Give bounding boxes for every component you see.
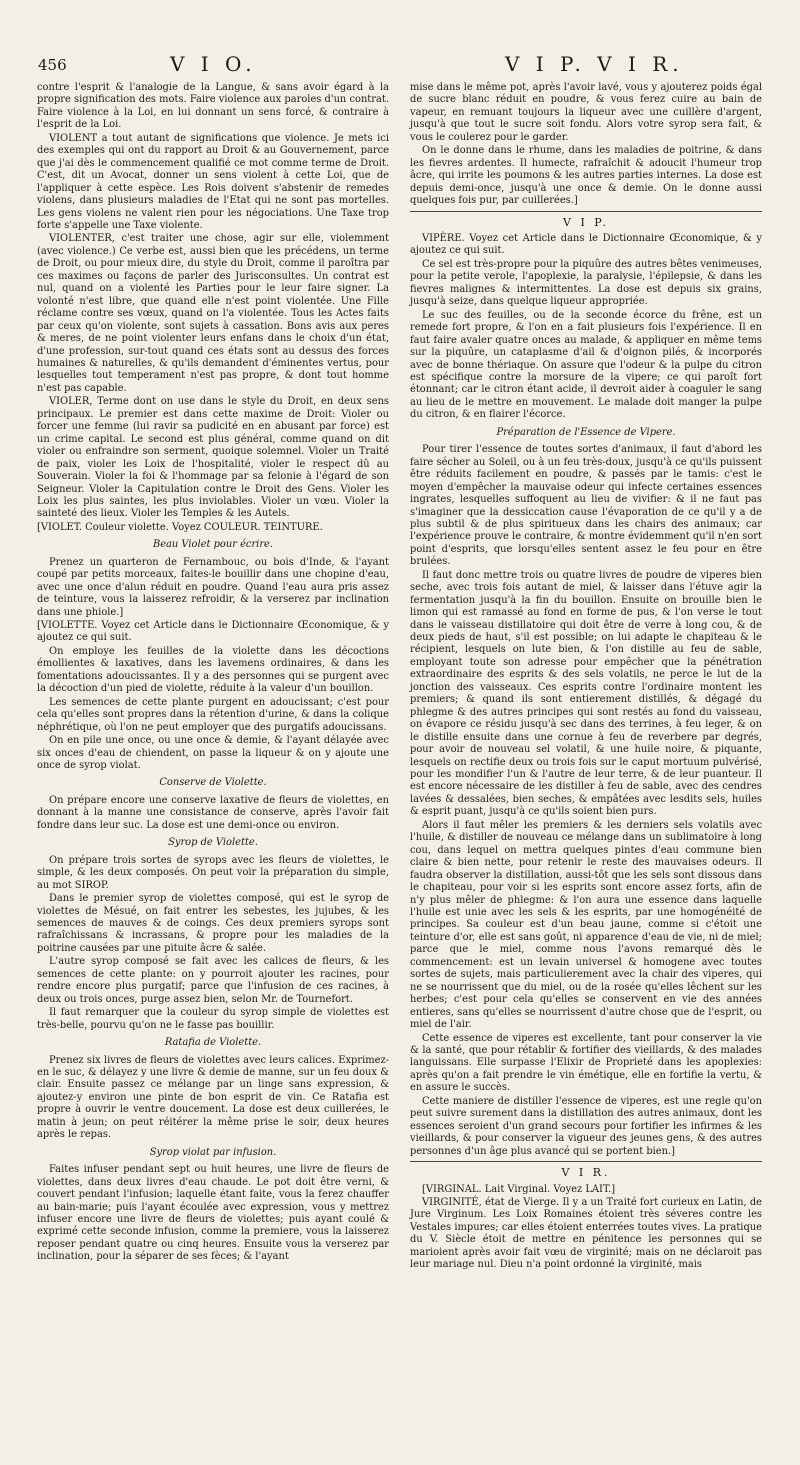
entry-heading: [VIOLETTE. Voyez cet Article dans le Dictionnaire Œconomique, & y ajoutez ce qui suit.	[37, 620, 389, 644]
paragraph: Cette essence de viperes est excellente, tant pour conserver la vie & la santé, que pour rétablir & fortifier des vieillards, & des malades languissans. Elle surpasse l'Elixir de Proprieté dans les apoplexies: après qu'on a fait prendre le vin émétique, elle en fortifie la vertu, & en assure le succès.	[410, 1032, 762, 1094]
paragraph: VIOLENT a tout autant de significations que violence. Je mets ici des exemples qui ont du rapport au Droit & au Gouvernement, parce que j'ai dès le commencement qualifié ce mot comme terme de Droit. C'est, dit un Avocat, donner un sens violent à cette Loi, que de l'appliquer à cette espèce. Les Rois doivent s'abstenir de remedes violens, dans plusieurs maladies de l'Etat qui ne sont pas mortelles. Les gens violens ne valent rien pour les négociations. Une Taxe trop forte s'appelle une Taxe violente.	[37, 132, 389, 231]
paragraph: On prépare trois sortes de syrops avec les fleurs de violettes, le simple, & les deux composés. On peut voir la préparation du simple, au mot SIROP.	[37, 854, 389, 891]
paragraph: Pour tirer l'essence de toutes sortes d'animaux, il faut d'abord les faire sécher au Soleil, ou à un feu très-doux, jusqu'à ce qu'ils puissent être réduits facilement en poudre, & passés par le tamis: c'est le moyen d'empêcher la mauvaise odeur qui infecte certaines essences ingrates, lesquelles suffoquent au lieu de vivifier: & il ne faut pas s'imaginer que la dessiccation cause l'évaporation de ce qu'il y a de plus subtil & de plus spiritueux dans les chairs des animaux; car l'expérience prouve le contraire, & montre évidemment qu'il n'en sort point d'esprits, que lorsqu'elles sentent assez le feu pour en être brulées.	[410, 444, 762, 568]
paragraph: L'autre syrop composé se fait avec les calices de fleurs, & les semences de cette plante: on y pourroit ajouter les racines, pour rendre encore plus purgatif; parce que l'infusion de ces racines, à deux ou trois onces, purge assez bien, selon Mr. de Tournefort.	[37, 956, 389, 1005]
paragraph: VIOLER, Terme dont on use dans le style du Droit, en deux sens principaux. Le premier est dans cette maxime de Droit: Violer ou forcer une femme (lui ravir sa pudicité en en abusant par force) est un crime capital. Le second est plus général, comme quand on dit violer ou enfraindre son serment, quoique solemnel. Violer un Traité de paix, violer les Loix de l'hospitalité, violer le respect dû au Souverain. Violer la foi & l'hommage par sa felonie à l'égard de son Seigneur. Violer la Capitulation contre le Droit des Gens. Violer les Loix les plus saintes, les plus inviolables. Violer un vœu. Violer la sainteté des lieux. Violer les Temples & les Autels.	[37, 396, 389, 520]
section-rule	[410, 211, 762, 212]
page-number: 456	[38, 56, 67, 74]
recipe-title: Préparation de l'Essence de Vipere.	[496, 426, 676, 438]
paragraph: Il faut donc mettre trois ou quatre livres de poudre de viperes bien seche, avec trois fois autant de miel, & laisser dans l'étuve agir la fermentation jusqu'à la fin du bouillon. Ensuite on brouille bien le limon qui est ramassé au fond en forme de pus, & l'on verse le tout dans le vaisseau distillatoire qui doit être de verre à long cou, & de deux pieds de haut, s'il est possible; on lui adapte le chapiteau & le récipient, lesquels on lute bien, & l'on distille au feu de sable, employant toute son adresse pour empêcher que la pénétration extraordinaire des esprits & des sels volatils, ne perce le lut de la jonction des vaisseaux. Ces esprits contre l'ordinaire montent les premiers; & quand ils sont entierement distillés, & dégagé du phlegme & des autres principes qui sont restés au fond du vaisseau, on évapore ce résidu jusqu'à sec dans des terrines, à feu leger, & on le distille ensuite dans une cornue à feu de reverbere par degrés, pour avoir de nouveau sel volatil, & une huile noire, & piquante, lesquels on rectifie deux ou trois fois sur le caput mortuum pulvérisé, pour les mondifier l'un & l'autre de leur terre, & de leur puanteur. Il est encore nécessaire de les distiller à feu de sable, avec des cendres lavées & dessalées, bien seches, & empâtées avec lesdits sels, huiles & esprit puant, jusqu'à ce qu'ils soient bien purs.	[410, 569, 762, 818]
paragraph: On en pile une once, ou une once & demie, & l'ayant délayée avec six onces d'eau de chiendent, on passe la liqueur & on y ajoute une once de syrop violat.	[37, 735, 389, 772]
paragraph: Cette maniere de distiller l'essence de viperes, est une regle qu'on peut suivre surement dans la distillation des autres animaux, dont les essences seroient d'un grand secours pour fortifier les infirmes & les vieillards, & pour conserver la vigueur des jeunes gens, & des autres personnes d'un âge plus avancé qui se portent bien.]	[410, 1095, 762, 1157]
section-rule	[410, 1161, 762, 1162]
paragraph: Prenez un quarteron de Fernambouc, ou bois d'Inde, & l'ayant coupé par petits morceaux, faites-le bouillir dans une chopine d'eau, avec une once d'alun réduit en poudre. Quand l'eau aura pris assez de teinture, vous la laisserez refroidir, & la verserez par inclination dans une phiole.]	[37, 556, 389, 618]
paragraph: VIOLENTER, c'est traiter une chose, agir sur elle, violemment (avec violence.) Ce verbe est, aussi bien que les précédens, un terme de Droit, ou pour mieux dire, du style du Droit, comme il paroîtra par ces maximes ou façons de parler des Jurisconsultes. Un contrat est nul, quand on a violenté les Parties pour le leur faire signer. La volonté n'est libre, que quand elle n'est point violentée. Une Fille réclame contre ses vœux, quand on l'a violentée. Tous les Actes faits par ceux qu'on violente, sont sujets à cassation. Bons avis aux peres & meres, de ne point violenter leurs enfans dans le choix d'un état, d'une profession, sur-tout quand ces états sont au dessus des forces humaines & naturelles, & qu'ils demandent d'éminentes vertus, pour lesquelles tout temperament n'est pas propre, & dont tout homme n'est pas capable.	[37, 233, 389, 394]
recipe-title: Conserve de Violette.	[159, 777, 267, 789]
running-head-right: V I P. V I R.	[505, 52, 684, 76]
paragraph: On prépare encore une conserve laxative de fleurs de violettes, en donnant à la manne une consistance de conserve, après l'avoir fait fondre dans leur suc. La dose est une demi-once ou environ.	[37, 794, 389, 831]
paragraph: Le suc des feuilles, ou de la seconde écorce du frêne, est un remede fort propre, & l'on en a fait plusieurs fois l'expérience. Il en faut faire avaler quatre onces au malade, & appliquer en même tems sur la piquûre, un cataplasme d'ail & d'oignon pilés, & incorporés avec de bonne thériaque. On assure que l'odeur & la pulpe du citron est spécifique contre la morsure de la vipere; ce qui paroît fort étonnant; car le citron étant acide, il devroit aider à coaguler le sang au lieu de le mettre en mouvement. Le malade doit manger la pulpe du citron, & en flairer l'écorce.	[410, 309, 762, 421]
recipe-title: Ratafia de Violette.	[164, 1037, 262, 1049]
paragraph: mise dans le même pot, après l'avoir lavé, vous y ajouterez poids égal de sucre blanc réduit en poudre, & vous ferez cuire au bain de vapeur, en remuant toujours la liqueur avec une cuillère d'argent, jusqu'à que tout le sucre soit fondu. Alors votre syrop sera fait, & vous le coulerez pour le garder.	[410, 82, 762, 143]
paragraph: Les semences de cette plante purgent en adoucissant; c'est pour cela qu'elles sont propres dans la rétention d'urine, & dans la colique néphrétique, où l'on ne peut employer que des purgatifs adoucissans.	[37, 696, 389, 733]
paragraph: Ce sel est très-propre pour la piquûre des autres bêtes venimeuses, pour la petite verole, l'apoplexie, la paralysie, l'épilepsie, & dans les fievres malignes & intermittentes. La dose est depuis six grains, jusqu'à seize, dans quelque liqueur appropriée.	[410, 258, 762, 308]
paragraph: VIRGINITÉ, état de Vierge. Il y a un Traité fort curieux en Latin, de Jure Virginum. Les Loix Romaines étoient très séveres contre les Vestales impures; car elles étoient enterrées toutes vives. La pratique du V. Siècle étoit de mettre en pénitence les personnes qui se marioient après avoir fait vœu de virginité; mais on ne déclaroit pas leur mariage nul. Dieu n'a point ordonné la virginité, mais	[410, 1196, 762, 1271]
paragraph: On employe les feuilles de la violette dans les décoctions émollientes & laxatives, dans les lavemens ordinaires, & dans les fomentations adoucissantes. Il y a des personnes qui se purgent avec la décoction d'un pied de violette, réduite à la valeur d'un bouillon.	[37, 645, 389, 695]
section-heading: V I P.	[563, 215, 609, 229]
running-head-left: V I O.	[170, 52, 257, 76]
right-column	[410, 82, 762, 1273]
left-column	[37, 82, 389, 1265]
paragraph: Dans le premier syrop de violettes composé, qui est le syrop de violettes de Mésué, on fait entrer les sebestes, les jujubes, & les semences de mauves & de coings. Ces deux premiers syrops sont rafraîchissans & incrassans, & propre pour les maladies de la poitrine causées par une pituite âcre & salée.	[37, 893, 389, 954]
paragraph: On le donne dans le rhume, dans les maladies de poitrine, & dans les fievres ardentes. Il humecte, rafraîchit & adoucit l'humeur trop âcre, qui irrite les poumons & les autres parties internes. La dose est depuis demi-once, jusqu'à une once & demie. On le donne aussi quelques fois pur, par cuillerées.]	[410, 145, 762, 207]
paragraph: contre l'esprit & l'analogie de la Langue, & sans avoir égard à la propre signification des mots. Faire violence aux paroles d'un contrat. Faire violence à la Loi, en lui donnant un sens forcé, & contraire à l'esprit de la Loi.	[37, 82, 389, 131]
recipe-title: Beau Violet pour écrire.	[152, 539, 274, 551]
section-heading: V I R.	[561, 1166, 611, 1180]
entry-heading: [VIRGINAL. Lait Virginal. Voyez LAIT.]	[422, 1183, 616, 1195]
entry-heading: [VIOLET. Couleur violette. Voyez COULEUR. TEINTURE.	[37, 521, 323, 533]
paragraph: Prenez six livres de fleurs de violettes avec leurs calices. Exprimez-en le suc, & délayez y une livre & demie de manne, sur un feu doux & clair. Ensuite passez ce mélange par un linge sans expression, & ajoutez-y environ une pinte de bon esprit de vin. Ce Ratafia est propre à ouvrir le ventre doucement. La dose est deux cuillerées, le matin à jeun; on peut réitérer la même prise le soir, deux heures après le repas.	[37, 1054, 389, 1141]
entry-heading: VIPÈRE. Voyez cet Article dans le Dictionnaire Œconomique, & y ajoutez ce qui suit.	[410, 232, 762, 257]
recipe-title: Syrop violat par infusion.	[149, 1146, 277, 1158]
paragraph: Faites infuser pendant sept ou huit heures, une livre de fleurs de violettes, dans deux livres d'eau chaude. Le pot doit être verni, & couvert pendant l'infusion; laquelle étant faite, vous la ferez chauffer au bain-marie; puis l'ayant écoulée avec expression, vous y mettrez infuser encore une livre de fleurs de violettes; puis ayant coulé & exprimé cette seconde infusion, comme la premiere, vous la laisserez reposer pendant quatre ou cinq heures. Ensuite vous la verserez par inclination, pour la séparer de ses fèces; & l'ayant	[37, 1164, 389, 1263]
paragraph: Alors il faut mêler les premiers & les derniers sels volatils avec l'huile, & distiller de nouveau ce mélange dans un sublimatoire à long cou, dans lequel on mettra quelques pintes d'eau commune bien claire & bien nette, pour retenir le reste des mauvaises odeurs. Il faudra observer la distillation, aussi-tôt que les sels sont dissous dans le chapiteau, pour voir si les esprits sont encore assez forts, afin de n'y plus mêler de phlegme: & l'on aura une essence dans laquelle l'huile est unie avec les sels & les esprits, par une homogénéité de principes. Sa couleur est d'un beau jaune, comme si c'étoit une teinture d'or, elle est sans goût, ni apparence d'eau de vie, ni de miel; parce que le miel, comme nous l'avons remarqué dès le commencement: est un levain universel & homogene avec toutes sortes de sujets, mais particulierement avec la chair des viperes, qui ne se nourrissent que du miel, ou de la rosée qu'elles lêchent sur les herbes; c'est pour cela qu'elles se conservent en vie des années entieres, sans qu'elles se nourrissent d'autre chose que de l'esprit, ou miel de l'air.	[410, 819, 762, 1031]
paragraph: Il faut remarquer que la couleur du syrop simple de violettes est très-belle, pourvu qu'on ne le fasse pas bouillir.	[37, 1007, 389, 1031]
recipe-title: Syrop de Violette.	[168, 837, 258, 849]
